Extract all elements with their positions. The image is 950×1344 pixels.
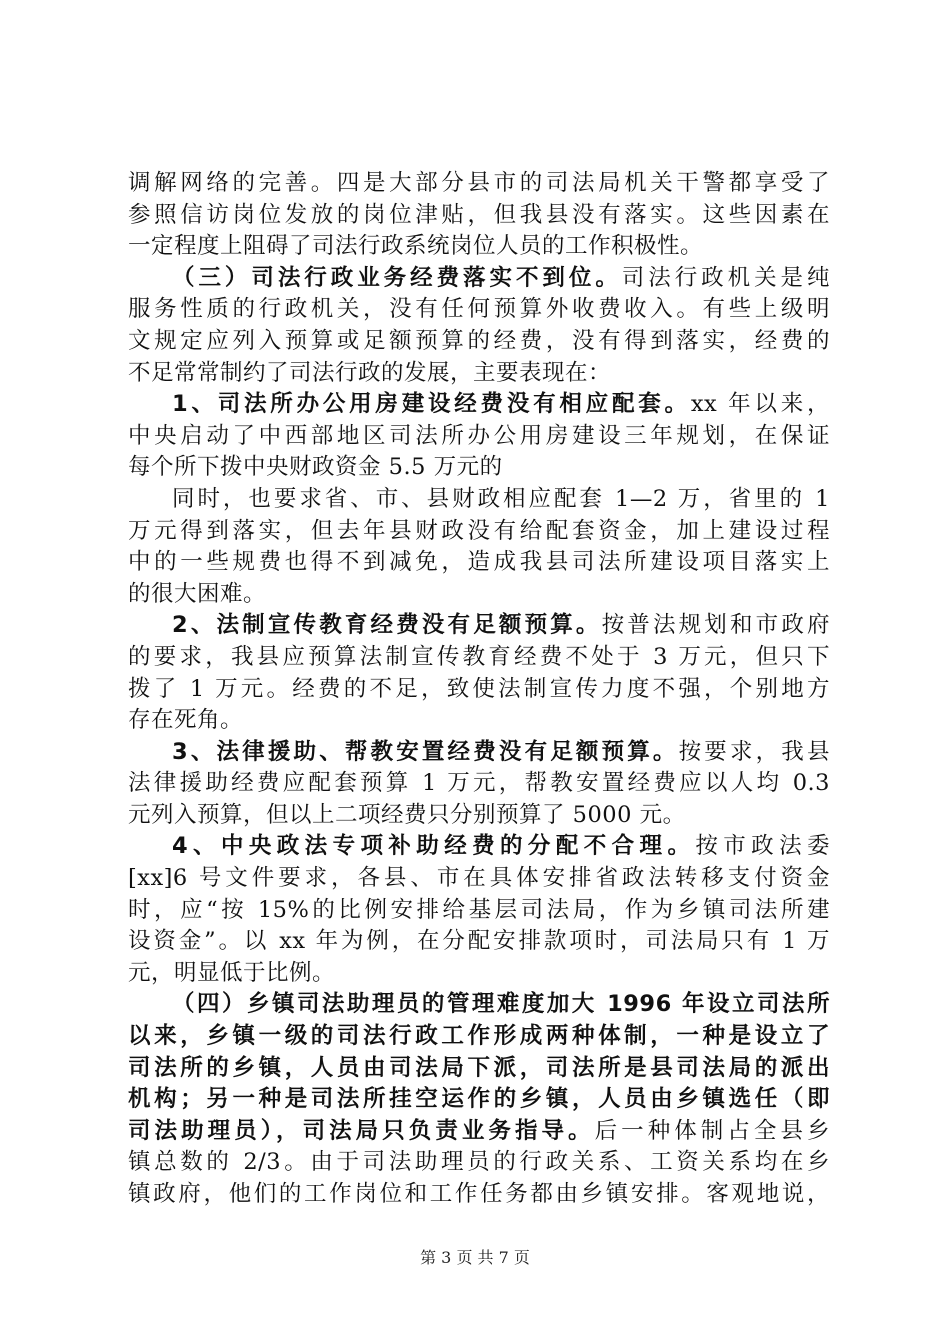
- text-line: [128, 1084, 830, 1116]
- body-text: 法律援助经费应配套预算 1 万元，帮教安置经费应以人均 0.3: [128, 770, 830, 797]
- text-line: [128, 831, 830, 863]
- text-line: [128, 168, 830, 200]
- text-line: [128, 547, 830, 579]
- text-line: [128, 863, 830, 895]
- body-text: 万元得到落实，但去年县财政没有给配套资金，加上建设过程: [128, 517, 830, 544]
- text-line: [128, 358, 830, 390]
- body-text: 时，应“按 15%的比例安排给基层司法局，作为乡镇司法所建: [128, 896, 830, 923]
- text-line: [128, 895, 830, 927]
- bold-heading-text: 2、法制宣传教育经费没有足额预算。: [172, 612, 602, 639]
- page-footer: 第 3 页 共 7 页: [420, 1248, 530, 1267]
- text-line: [128, 958, 830, 990]
- body-text: 拨了 1 万元。经费的不足，致使法制宣传力度不强，个别地方: [128, 675, 830, 702]
- text-line: [128, 1179, 830, 1211]
- text-line: [128, 579, 830, 611]
- text-line: [128, 926, 830, 958]
- body-text: 后一种体制占全县乡: [594, 1117, 830, 1144]
- body-text: 一定程度上阻碍了司法行政系统岗位人员的工作积极性。: [128, 233, 704, 260]
- body-text: 司法行政机关是纯: [621, 264, 830, 291]
- text-line: [128, 263, 830, 295]
- body-text: 按市政法委: [695, 833, 830, 860]
- body-text: xx 年以来，: [690, 391, 830, 418]
- text-line: [128, 610, 830, 642]
- body-text: 元，明显低于比例。: [128, 959, 336, 986]
- text-line: [128, 1053, 830, 1085]
- body-text: 中央启动了中西部地区司法所办公用房建设三年规划，在保证: [128, 422, 830, 449]
- text-line: [128, 200, 830, 232]
- text-line: [128, 768, 830, 800]
- body-text: 镇总数的 2/3。由于司法助理员的行政关系、工资关系均在乡: [128, 1149, 830, 1176]
- body-text: 镇政府，他们的工作岗位和工作任务都由乡镇安排。客观地说，: [128, 1181, 830, 1207]
- body-text: 按要求，我县: [678, 738, 830, 765]
- text-line: [128, 1147, 830, 1179]
- body-text: 每个所下拨中央财政资金 5.5 万元的: [128, 454, 503, 481]
- body-text: 按普法规划和市政府: [601, 612, 830, 639]
- text-line: [128, 800, 830, 832]
- body-text: 的要求，我县应预算法制宣传教育经费不处于 3 万元，但只下: [128, 643, 830, 670]
- body-text: [xx]6 号文件要求，各县、市在具体安排省政法转移支付资金: [128, 865, 830, 892]
- text-line: [128, 516, 830, 548]
- text-line: [128, 674, 830, 706]
- text-line: [128, 452, 830, 484]
- bold-heading-text: 3、法律援助、帮教安置经费没有足额预算。: [172, 738, 679, 765]
- body-text: 元列入预算，但以上二项经费只分别预算了 5000 元。: [128, 801, 686, 828]
- body-text: 服务性质的行政机关，没有任何预算外收费收入。有些上级明: [128, 296, 830, 323]
- body-text: 存在死角。: [128, 707, 244, 734]
- bold-heading-text: 4、中央政法专项补助经费的分配不合理。: [172, 833, 696, 860]
- text-line: [128, 294, 830, 326]
- text-line: [128, 642, 830, 674]
- body-text: 调解网络的完善。四是大部分县市的司法局机关干警都享受了: [128, 170, 830, 196]
- bold-heading-text: 机构；另一种是司法所挂空运作的乡镇，人员由乡镇选任（即: [128, 1086, 830, 1113]
- document-body: [128, 168, 830, 1211]
- body-text: 同时，也要求省、市、县财政相应配套 1—2 万，省里的 1: [172, 485, 830, 512]
- bold-heading-text: 以来，乡镇一级的司法行政工作形成两种体制，一种是设立了: [128, 1023, 830, 1050]
- text-line: [128, 326, 830, 358]
- bold-heading-text: 1、司法所办公用房建设经费没有相应配套。: [172, 391, 691, 418]
- text-line: [128, 705, 830, 737]
- text-line: [128, 1116, 830, 1148]
- body-text: 中的一些规费也得不到减免，造成我县司法所建设项目落实上: [128, 549, 830, 576]
- text-line: [128, 389, 830, 421]
- bold-heading-text: （三）司法行政业务经费落实不到位。: [172, 264, 622, 291]
- body-text: 文规定应列入预算或足额预算的经费，没有得到落实，经费的: [128, 327, 830, 354]
- body-text: 参照信访岗位发放的岗位津贴，但我县没有落实。这些因素在: [128, 201, 830, 228]
- bold-heading-text: 司法所的乡镇，人员由司法局下派，司法所是县司法局的派出: [128, 1054, 830, 1081]
- bold-heading-text: 司法助理员），司法局只负责业务指导。: [128, 1117, 595, 1144]
- body-text: 设资金”。以 xx 年为例，在分配安排款项时，司法局只有 1 万: [128, 928, 830, 955]
- bold-heading-text: （四）乡镇司法助理员的管理难度加大 1996 年设立司法所: [172, 991, 830, 1018]
- text-line: [128, 231, 830, 263]
- body-text: 的很大困难。: [128, 580, 267, 607]
- text-line: [128, 989, 830, 1021]
- text-line: [128, 421, 830, 453]
- text-line: [128, 1021, 830, 1053]
- text-line: [128, 484, 830, 516]
- text-line: [128, 737, 830, 769]
- body-text: 不足常常制约了司法行政的发展，主要表现在：: [128, 359, 612, 386]
